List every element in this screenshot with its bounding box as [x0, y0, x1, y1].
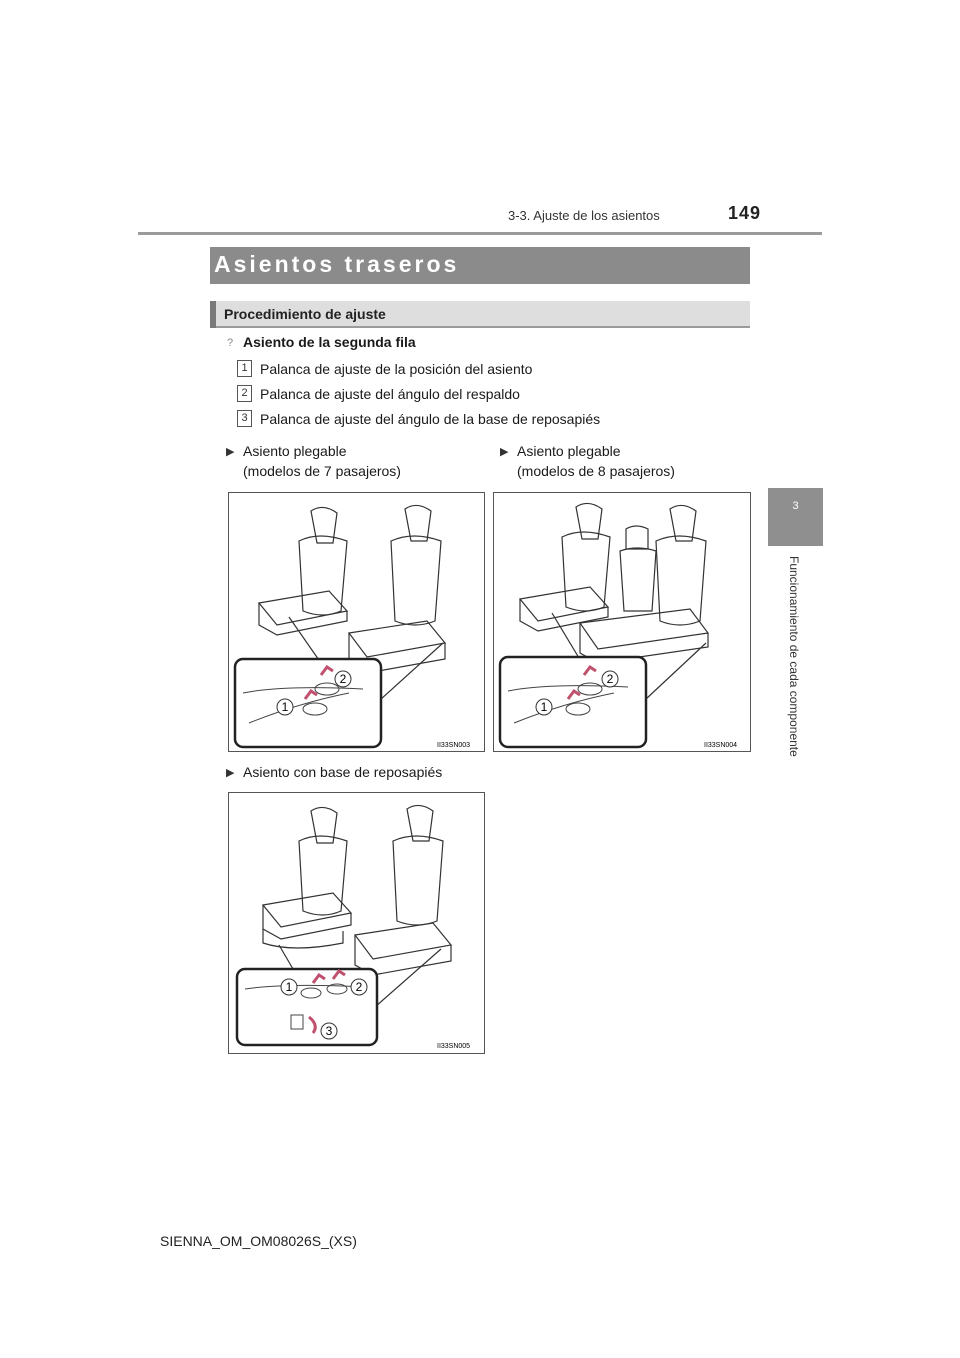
triangle-marker: ▶: [226, 446, 235, 458]
footer-doc-code: SIENNA_OM_OM08026S_(XS): [160, 1233, 357, 1249]
callout-number: 2: [339, 672, 347, 686]
seat-illustration-icon: [229, 493, 484, 751]
page-title: Asientos traseros: [214, 251, 460, 277]
item-number: 2: [237, 385, 252, 402]
callout-number: 2: [355, 980, 363, 994]
callout-number: 1: [285, 980, 293, 994]
header-rule: [138, 232, 822, 235]
figure-seat-8-passenger: [493, 492, 751, 752]
subheading-accent: [210, 301, 216, 328]
seat-illustration-icon: [494, 493, 750, 751]
figure-seat-7-passenger: [228, 492, 485, 752]
triangle-marker: ▶: [226, 767, 235, 779]
chapter-label: Funcionamiento de cada componente: [787, 556, 801, 757]
figure-code: II33SN005: [437, 1043, 471, 1050]
callout-number: 2: [606, 672, 614, 686]
page-number: 149: [728, 203, 762, 223]
triangle-marker: ▶: [500, 446, 509, 458]
item-text: Palanca de ajuste del ángulo del respaldo: [260, 386, 520, 402]
item-text: Palanca de ajuste de la posición del asiento: [260, 361, 533, 377]
seat-illustration-icon: [229, 793, 484, 1053]
option-line: Asiento plegable: [243, 443, 347, 459]
option-line: (modelos de 7 pasajeros): [243, 463, 401, 479]
callout-number: 1: [540, 700, 548, 714]
callout-number: 3: [325, 1024, 333, 1038]
figure-code: II33SN004: [704, 742, 738, 749]
item-number: 1: [237, 360, 252, 377]
figure-code: II33SN003: [437, 742, 471, 749]
option-heading: [243, 762, 442, 782]
chapter-number: 3: [792, 500, 799, 512]
section-label: 3-3. Ajuste de los asientos: [508, 208, 660, 223]
option-heading: [517, 441, 675, 481]
option-line: Asiento con base de reposapiés: [243, 764, 443, 780]
option-line: Asiento plegable: [517, 443, 621, 459]
callout-number: 1: [281, 700, 289, 714]
item-number: 3: [237, 410, 252, 427]
chapter-tab: [768, 488, 823, 546]
option-heading: [243, 441, 401, 481]
figure-seat-footrest: [228, 792, 485, 1054]
subheading: Procedimiento de ajuste: [224, 306, 386, 322]
item-text: Palanca de ajuste del ángulo de la base de reposapiés: [260, 411, 601, 427]
bullet-mark: ?: [227, 337, 234, 349]
option-line: (modelos de 8 pasajeros): [517, 463, 675, 479]
row-title: Asiento de la segunda fila: [243, 334, 416, 350]
